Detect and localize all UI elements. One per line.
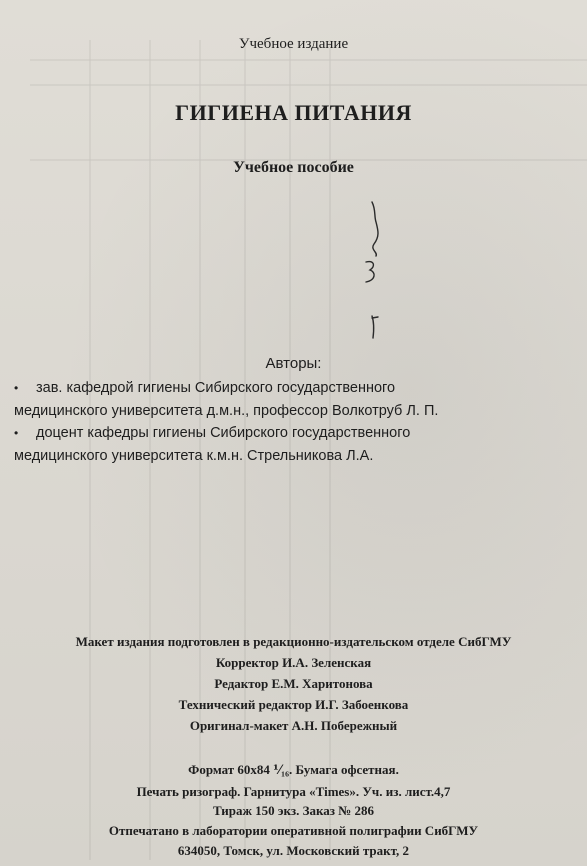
author-item	[14, 422, 574, 468]
author-line-2: медицинского университета к.м.н. Стрельникова Л.А.	[14, 448, 374, 464]
address: 634050, Томск, ул. Московский тракт, 2	[177, 843, 410, 858]
run-info: Тираж 150 экз. Заказ № 286	[212, 803, 375, 818]
proofreader: Корректор И.А. Зеленская	[215, 655, 372, 670]
bullet-icon: •	[14, 381, 19, 395]
page-title: ГИГИЕНА ПИТАНИЯ	[175, 100, 412, 125]
handwritten-signature	[352, 196, 412, 356]
author-line-2: медицинского университета д.м.н., профессор Волкотруб Л. П.	[14, 403, 439, 419]
author-line-1: доцент кафедры гигиены Сибирского государственного	[36, 425, 411, 441]
edition-type: Учебное издание	[238, 36, 349, 52]
layout-designer: Оригинал-макет А.Н. Побережный	[189, 718, 398, 733]
editor: Редактор Е.М. Харитонова	[214, 676, 373, 691]
print-info: Печать ризограф. Гарнитура «Times». Уч. из. лист.4,7	[136, 784, 451, 799]
author-item	[14, 377, 574, 423]
author-line-1: зав. кафедрой гигиены Сибирского государственного	[36, 380, 396, 396]
bullet-icon: •	[14, 426, 19, 440]
authors-heading: Авторы:	[265, 355, 322, 372]
printed-at: Отпечатано в лаборатории оперативной полиграфии СибГМУ	[108, 823, 479, 838]
prepared-by: Макет издания подготовлен в редакционно-издательском отделе СибГМУ	[75, 634, 512, 649]
format-info: Формат 60x84 ⅟₁₆. Бумага офсетная.	[188, 762, 399, 777]
subtitle: Учебное пособие	[233, 159, 354, 176]
technical-editor: Технический редактор И.Г. Забоенкова	[178, 697, 409, 712]
